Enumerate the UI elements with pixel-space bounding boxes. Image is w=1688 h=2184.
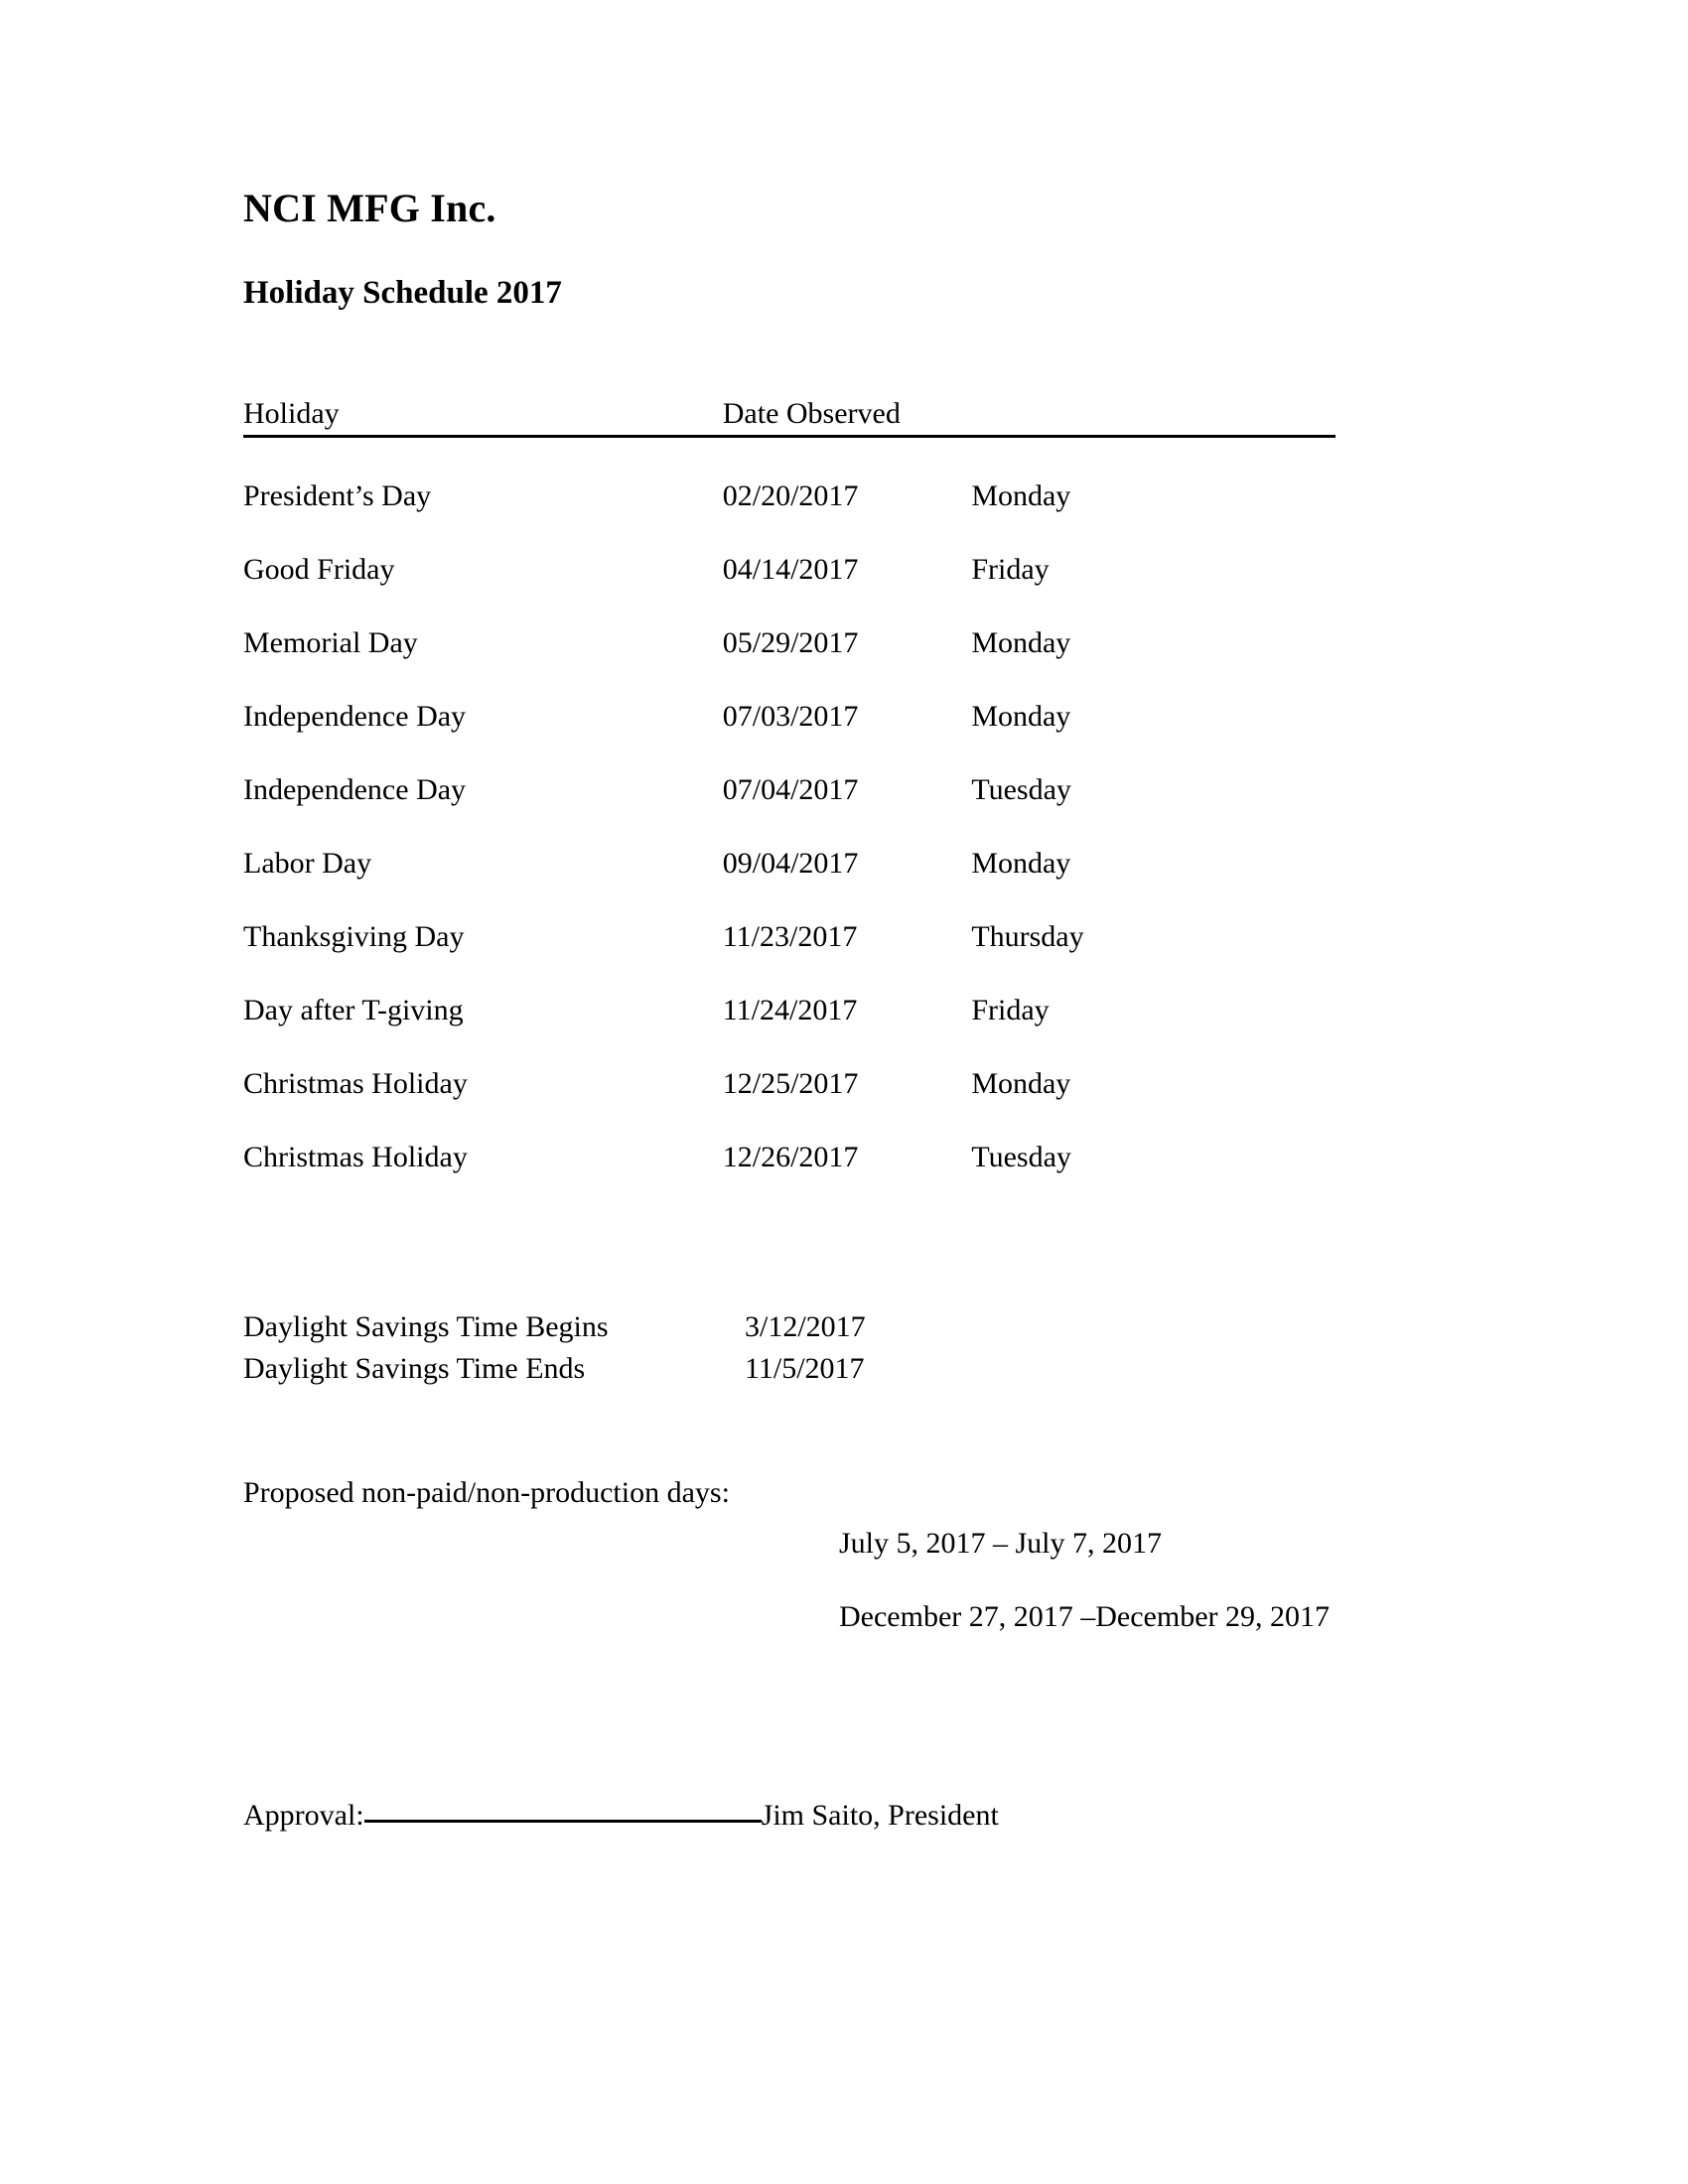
holiday-schedule-table xyxy=(243,397,1336,1194)
page-title: Holiday Schedule 2017 xyxy=(243,275,562,311)
cell-holiday-name: Labor Day xyxy=(243,847,372,880)
daylight-savings-ends-row xyxy=(243,1348,866,1390)
table-row xyxy=(243,1121,1336,1194)
cell-date-observed: 05/29/2017 xyxy=(722,626,859,659)
cell-date-observed: 07/04/2017 xyxy=(722,773,859,806)
table-row xyxy=(243,437,1336,534)
cell-holiday-name: Independence Day xyxy=(243,700,467,733)
cell-day-of-week: Tuesday xyxy=(971,773,1071,806)
proposed-date-range-december: December 27, 2017 –December 29, 2017 xyxy=(839,1600,1331,1633)
cell-day-of-week: Monday xyxy=(971,847,1071,880)
cell-date-observed: 11/24/2017 xyxy=(722,994,858,1026)
column-header-holiday: Holiday xyxy=(243,397,723,437)
table-row xyxy=(243,900,1336,974)
cell-holiday-name: President’s Day xyxy=(243,479,432,512)
daylight-savings-ends-date: 11/5/2017 xyxy=(745,1352,865,1385)
cell-date-observed: 11/23/2017 xyxy=(722,920,858,953)
cell-holiday-name: Independence Day xyxy=(243,773,467,806)
signature-line[interactable] xyxy=(364,1820,762,1823)
column-header-date-observed: Date Observed xyxy=(723,397,972,437)
cell-date-observed: 04/14/2017 xyxy=(722,553,859,586)
cell-day-of-week: Friday xyxy=(971,553,1050,586)
table-header xyxy=(243,397,1336,437)
daylight-savings-begins-label: Daylight Savings Time Begins xyxy=(243,1310,609,1343)
cell-holiday-name: Memorial Day xyxy=(243,626,418,659)
cell-day-of-week: Monday xyxy=(971,479,1071,512)
cell-holiday-name: Christmas Holiday xyxy=(243,1067,468,1100)
column-header-day-of-week xyxy=(971,397,1336,437)
table-row xyxy=(243,827,1336,900)
table-row xyxy=(243,607,1336,680)
table-row xyxy=(243,1047,1336,1121)
cell-day-of-week: Thursday xyxy=(971,920,1084,953)
company-title: NCI MFG Inc. xyxy=(243,186,496,230)
table-row xyxy=(243,533,1336,607)
cell-day-of-week: Monday xyxy=(971,700,1071,733)
cell-date-observed: 07/03/2017 xyxy=(722,700,859,733)
cell-date-observed: 09/04/2017 xyxy=(722,847,859,880)
cell-day-of-week: Tuesday xyxy=(971,1141,1071,1173)
cell-day-of-week: Monday xyxy=(971,626,1071,659)
cell-date-observed: 12/25/2017 xyxy=(722,1067,859,1100)
cell-day-of-week: Monday xyxy=(971,1067,1071,1100)
table-row xyxy=(243,753,1336,827)
proposed-days-heading: Proposed non-paid/non-production days: xyxy=(243,1476,730,1509)
daylight-savings-ends-label: Daylight Savings Time Ends xyxy=(243,1352,586,1385)
table-body xyxy=(243,437,1336,1195)
cell-holiday-name: Day after T-giving xyxy=(243,994,464,1026)
cell-holiday-name: Good Friday xyxy=(243,553,395,586)
approval-label: Approval: xyxy=(243,1799,364,1832)
daylight-savings-begins-row xyxy=(243,1306,866,1348)
proposed-date-range-july: July 5, 2017 – July 7, 2017 xyxy=(839,1527,1163,1560)
cell-date-observed: 12/26/2017 xyxy=(722,1141,859,1173)
table-header-row xyxy=(243,397,1336,437)
cell-day-of-week: Friday xyxy=(971,994,1050,1026)
table-row xyxy=(243,680,1336,753)
cell-holiday-name: Thanksgiving Day xyxy=(243,920,465,953)
cell-holiday-name: Christmas Holiday xyxy=(243,1141,468,1173)
table-row xyxy=(243,974,1336,1047)
daylight-savings-block xyxy=(243,1306,866,1390)
approval-row xyxy=(243,1799,999,1833)
cell-date-observed: 02/20/2017 xyxy=(722,479,859,512)
approver-name: Jim Saito, President xyxy=(761,1799,999,1832)
daylight-savings-begins-date: 3/12/2017 xyxy=(745,1310,866,1343)
